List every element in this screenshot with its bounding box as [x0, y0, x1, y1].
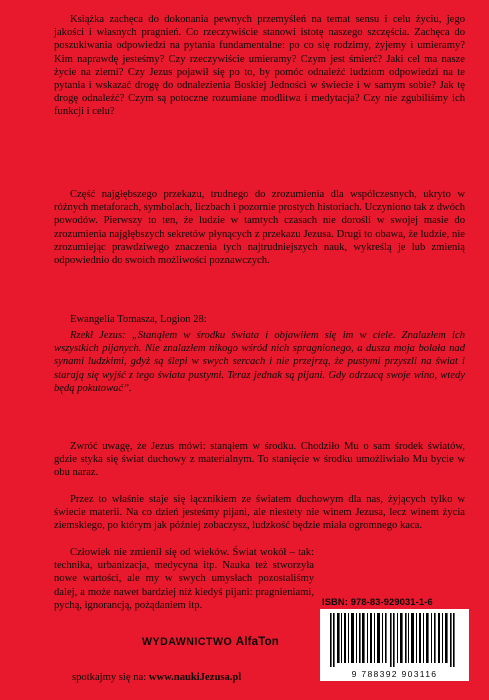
- publisher-name: AlfaTon: [235, 636, 280, 648]
- paragraph-hidden-message-text: Część najgłębszego przekazu, trudnego do zrozumienia dla współczesnych, ukryto w różnych metaforach, symbolach, liczbach i pozornie prostych historiach. Uczyniono tak z dwóch powodów. Pierwszy to ten, że ludzie w tamtych czasach nie dorośli w swojej masie do zrozumienia najgłębszych sekretów płynących z przekazu Jezusa. Drugi to obawa, że ludzie, nie zrozumiejąc prawdziwego znaczenia tych najtrudniejszych nauk, wykreślą je lub zmienią odpowiednio do swoich możliwości poznawczych.: [54, 189, 465, 267]
- paragraph-connector-text: Przez to właśnie staje się łącznikiem ze światem duchowym dla nas, żyjących tylko w świecie materii. Na co dzień jesteśmy pijani, ale niestety nie winem Jezusa, lecz winem życia ziemskiego, po którym jak później zobaczysz, ludzkość będzie miała ogromnego kaca.: [54, 494, 465, 532]
- isbn-label: ISBN: 978-83-929031-1-6: [322, 596, 433, 607]
- paragraph-commentary-text: Zwróć uwagę, że Jezus mówi: stanąłem w środku. Chodziło Mu o sam środek światów, gdzie styka się świat duchowy z materialnym. To stanięcie w środku umożliwiało Mu bycie w obu naraz.: [54, 441, 465, 479]
- paragraph-intro-text: Książka zachęca do dokonania pewnych przemyśleń na temat sensu i celu życiu, jego jakości i własnych pragnień. Co rzeczywiście stanowi istotę naszego szczęścia. Zachęca do poszukiwania odpowiedzi na pytania fundamentalne: po co się rodzimy, żyjemy i umieramy? Kim naprawdę jesteśmy? Czy rzeczywiście umieramy? Czym jest śmierć? Jaki cel ma nasze życie na ziemi? Czy Jezus pojawił się po to, by pomóc odnaleźć ludziom odpowiedzi na te pytania i wskazać drogę do odnalezienia Boskiej Jedności w świecie i w samym sobie? Jak tę drogę odnaleźć? Czym są potoczne rozumiane modlitwa i medytacja? Czy nie zgubiliśmy ich funkcji i celu?: [54, 14, 465, 118]
- website-line: [72, 672, 241, 683]
- paragraph-hidden-message: [54, 188, 465, 267]
- quote-reference-text: Ewangelia Tomasza, Logion 28:: [70, 314, 207, 325]
- publisher-line: [142, 636, 279, 648]
- paragraph-commentary: [54, 440, 465, 480]
- paragraph-connector: [54, 493, 465, 533]
- paragraph-closing: [54, 546, 314, 612]
- website-url[interactable]: www.naukiJezusa.pl: [148, 672, 242, 683]
- publisher-prefix: WYDAWNICTWO: [142, 636, 233, 648]
- paragraph-intro: [54, 13, 465, 119]
- website-prefix: spotkajmy się na:: [72, 672, 147, 683]
- quote-text: Rzekł Jezus: „Stanąłem w środku świata i objawiłem się im w ciele. Znalazłem ich wszystkich pijanych. Nie znalazłem nikogo wśród nich spragnionego, a dusza moja bolała nad synami ludzkimi, gdyż są ślepi w swych sercach i nie przejrzą, że pustymi przyszli na świat i starają się wyjść z tego świata pustymi. Teraz jednak są pijani. Gdy odrzucą swoje wino, wtedy będą pokutować”.: [54, 330, 465, 394]
- barcode-digits: 9 788392 903116: [351, 669, 438, 679]
- quote-block: [54, 329, 465, 395]
- barcode-bars-icon: [320, 609, 469, 669]
- paragraph-closing-text: Człowiek nie zmienił się od wieków. Świat wokół – tak: technika, urbanizacja, medycyna itp. Nauka też stworzyła nowe wartości, ale my w swych umysłach pozostaliśmy dalej, a może nawet bardziej niż kiedyś pijani: pragnieniami, pychą, ignorancją, pożądaniem itp.: [54, 547, 314, 611]
- barcode: [320, 609, 469, 681]
- quote-reference: [54, 313, 465, 326]
